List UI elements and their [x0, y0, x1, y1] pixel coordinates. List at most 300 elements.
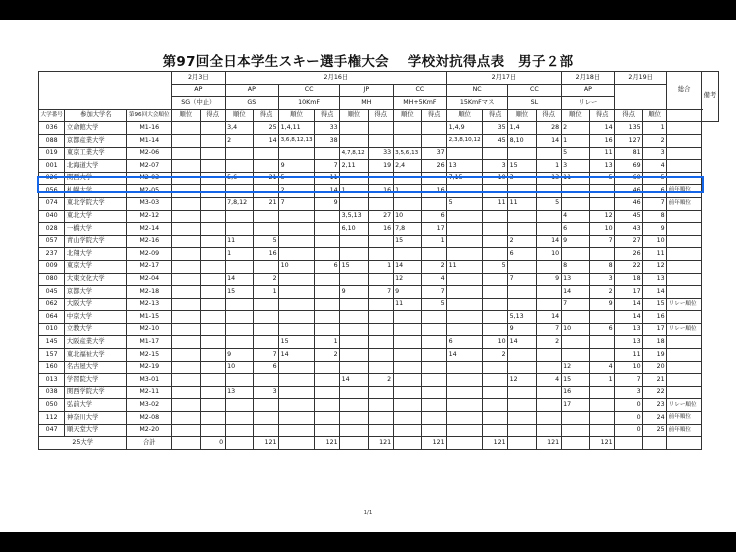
rank-cell: 15: [561, 374, 590, 387]
univ-no-header: 大学番号: [39, 109, 65, 122]
points-cell: [315, 235, 340, 248]
total-points: 127: [615, 134, 643, 147]
remarks: [667, 147, 702, 160]
points-cell: 3: [483, 160, 508, 173]
points-cell: [315, 361, 340, 374]
points-cell: [483, 386, 508, 399]
rank-cell: [447, 147, 483, 160]
discipline-header: GS: [225, 97, 279, 110]
rank-cell: [172, 349, 201, 362]
remarks: [667, 311, 702, 324]
points-cell: 6: [422, 210, 447, 223]
rank-cell: 14: [508, 336, 537, 349]
rank-cell: 2,11: [340, 160, 369, 173]
rank-cell: [561, 336, 590, 349]
points-header: 得点: [368, 109, 393, 122]
rank-cell: [561, 197, 590, 210]
points-cell: [368, 197, 393, 210]
points-cell: [536, 223, 561, 236]
points-cell: 6: [254, 361, 279, 374]
points-cell: [368, 336, 393, 349]
points-cell: 10: [536, 248, 561, 261]
rank-cell: 12: [508, 374, 537, 387]
total-rank: 25: [643, 424, 667, 437]
summary-blank: [447, 437, 483, 450]
rank-cell: [172, 412, 201, 425]
points-cell: [483, 185, 508, 198]
remarks: [667, 223, 702, 236]
points-cell: [368, 122, 393, 135]
rank-cell: [225, 399, 254, 412]
rank-cell: [340, 336, 369, 349]
rank-cell: 6: [447, 336, 483, 349]
event-header: CC: [279, 84, 340, 97]
points-cell: [200, 172, 225, 185]
points-cell: 5: [536, 197, 561, 210]
points-cell: 9: [590, 298, 615, 311]
rank-cell: 15: [340, 260, 369, 273]
points-cell: [254, 298, 279, 311]
points-cell: [200, 185, 225, 198]
remarks: [667, 248, 702, 261]
points-cell: [200, 210, 225, 223]
summary-row: [39, 437, 719, 450]
points-cell: 2: [315, 349, 340, 362]
rank-cell: 7: [508, 273, 537, 286]
rank-cell: 1,4,9: [447, 122, 483, 135]
rank-cell: [225, 160, 254, 173]
rank-cell: 16: [561, 386, 590, 399]
remarks: [667, 235, 702, 248]
univ-name: 大阪大学: [65, 298, 127, 311]
points-header: 得点: [422, 109, 447, 122]
rank-cell: 7,8: [393, 223, 422, 236]
date-header: 2月17日: [447, 72, 562, 85]
points-cell: [422, 197, 447, 210]
summary-blank: [643, 437, 667, 450]
rank-cell: 10: [561, 323, 590, 336]
rank-cell: 9: [561, 235, 590, 248]
rank-cell: [561, 248, 590, 261]
points-cell: [254, 260, 279, 273]
total-points: 43: [615, 223, 643, 236]
summary-sum: 121: [536, 437, 561, 450]
header-blank: [39, 72, 172, 110]
rank-cell: [447, 235, 483, 248]
rank-cell: 10: [225, 361, 254, 374]
rank-cell: 6,10: [340, 223, 369, 236]
points-cell: [368, 248, 393, 261]
points-cell: 7: [422, 286, 447, 299]
points-cell: [422, 386, 447, 399]
rank-cell: 7,15: [447, 172, 483, 185]
univ-no: 013: [39, 374, 65, 387]
points-cell: [200, 286, 225, 299]
points-cell: 25: [254, 122, 279, 135]
univ-name: 東北学院大学: [65, 197, 127, 210]
points-cell: [590, 336, 615, 349]
total-rank: 7: [643, 197, 667, 210]
points-cell: [200, 122, 225, 135]
prev-rank: M3-03: [127, 197, 172, 210]
total-rank: 10: [643, 235, 667, 248]
summary-blank: [225, 437, 254, 450]
rank-cell: 5: [279, 172, 315, 185]
points-cell: [483, 311, 508, 324]
rank-header: 順位: [508, 109, 537, 122]
total-rank: 12: [643, 260, 667, 273]
remarks: [667, 374, 702, 387]
points-cell: 35: [483, 122, 508, 135]
points-cell: [200, 311, 225, 324]
rank-cell: [393, 336, 422, 349]
points-cell: [315, 273, 340, 286]
points-cell: [590, 248, 615, 261]
rank-cell: 10: [279, 260, 315, 273]
points-cell: [422, 424, 447, 437]
points-cell: [200, 260, 225, 273]
rank-cell: [172, 361, 201, 374]
total-points: 46: [615, 185, 643, 198]
rank-cell: [393, 197, 422, 210]
points-cell: [200, 197, 225, 210]
rank-cell: [447, 386, 483, 399]
rank-cell: 2: [279, 185, 315, 198]
points-cell: [254, 336, 279, 349]
summary-blank: [561, 437, 590, 450]
univ-name-header: 参加大学名: [65, 109, 127, 122]
points-cell: [536, 386, 561, 399]
prev-rank: M2-17: [127, 260, 172, 273]
discipline-header: 15KmFマス: [447, 97, 508, 110]
univ-name: 立命館大学: [65, 122, 127, 135]
remarks: [667, 122, 702, 135]
points-cell: 14: [536, 311, 561, 324]
rank-cell: [172, 248, 201, 261]
points-cell: 4: [422, 273, 447, 286]
table-row: [39, 210, 719, 223]
points-cell: [315, 286, 340, 299]
points-cell: [590, 349, 615, 362]
summary-sum: 121: [315, 437, 340, 450]
points-cell: [315, 374, 340, 387]
remarks: [667, 349, 702, 362]
summary-sum: 121: [590, 437, 615, 450]
points-cell: 3: [590, 273, 615, 286]
page-title: 第97回全日本学生スキー選手権大会 学校対抗得点表 男子２部: [162, 54, 574, 70]
total-points: 69: [615, 160, 643, 173]
points-cell: 2: [422, 260, 447, 273]
points-cell: [368, 412, 393, 425]
total-points: 13: [615, 336, 643, 349]
points-cell: 37: [422, 147, 447, 160]
points-cell: 3: [254, 386, 279, 399]
remarks: リレー順位: [667, 298, 702, 311]
points-cell: [315, 298, 340, 311]
univ-no: 028: [39, 223, 65, 236]
points-cell: [483, 399, 508, 412]
points-cell: [200, 147, 225, 160]
rank-cell: [447, 210, 483, 223]
total-points: 22: [615, 260, 643, 273]
rank-cell: [225, 210, 254, 223]
rank-cell: [447, 298, 483, 311]
univ-no: 088: [39, 134, 65, 147]
event-header: AP: [225, 84, 279, 97]
total-rank: 17: [643, 323, 667, 336]
points-cell: 2: [483, 349, 508, 362]
points-cell: [422, 323, 447, 336]
rank-cell: [508, 412, 537, 425]
rank-cell: [225, 323, 254, 336]
rank-cell: 1: [225, 248, 254, 261]
summary-sum: 121: [254, 437, 279, 450]
total-rank: 18: [643, 336, 667, 349]
total-rank: 22: [643, 386, 667, 399]
total-points: 0: [615, 399, 643, 412]
rank-cell: [393, 134, 422, 147]
summary-count: 25大学: [39, 437, 127, 450]
rank-cell: 1: [340, 185, 369, 198]
univ-name: 札幌大学: [65, 185, 127, 198]
table-row: [39, 185, 719, 198]
rank-cell: [340, 273, 369, 286]
points-cell: [536, 424, 561, 437]
points-cell: [254, 424, 279, 437]
prev-rank: M1-15: [127, 311, 172, 324]
points-cell: [368, 172, 393, 185]
points-cell: 7: [536, 323, 561, 336]
summary-sum: 121: [422, 437, 447, 450]
rank-cell: 3,5,6,13: [393, 147, 422, 160]
points-header: 得点: [254, 109, 279, 122]
rank-cell: [340, 311, 369, 324]
rank-cell: [279, 323, 315, 336]
prev-rank: M2-13: [127, 298, 172, 311]
points-cell: [200, 399, 225, 412]
total-rank: 14: [643, 286, 667, 299]
points-header: 得点: [536, 109, 561, 122]
univ-name: 中京大学: [65, 311, 127, 324]
points-cell: 12: [590, 210, 615, 223]
univ-no: 056: [39, 185, 65, 198]
univ-no: 038: [39, 386, 65, 399]
rank-cell: [225, 311, 254, 324]
points-cell: [200, 412, 225, 425]
univ-name: 東京工業大学: [65, 147, 127, 160]
rank-cell: [172, 210, 201, 223]
rank-cell: [508, 399, 537, 412]
points-cell: 26: [422, 160, 447, 173]
rank-cell: 3,5,13: [340, 210, 369, 223]
table-row: [39, 361, 719, 374]
points-cell: [200, 235, 225, 248]
remarks: [667, 134, 702, 147]
total-points: 14: [615, 311, 643, 324]
prev-rank: M1-16: [127, 122, 172, 135]
points-cell: [200, 374, 225, 387]
points-cell: 4: [590, 361, 615, 374]
points-cell: [422, 361, 447, 374]
rank-cell: [561, 349, 590, 362]
rank-cell: [172, 273, 201, 286]
rank-header: 順位: [225, 109, 254, 122]
rank-cell: 5,6: [225, 172, 254, 185]
total-rank: 9: [643, 223, 667, 236]
points-cell: [368, 386, 393, 399]
table-row: [39, 286, 719, 299]
univ-name: 神奈川大学: [65, 412, 127, 425]
points-cell: 5: [254, 235, 279, 248]
table-row: [39, 298, 719, 311]
points-cell: [483, 210, 508, 223]
prev-rank: M2-11: [127, 386, 172, 399]
rank-cell: 12: [393, 273, 422, 286]
rank-cell: [172, 298, 201, 311]
rank-cell: 17: [561, 399, 590, 412]
rank-cell: [393, 399, 422, 412]
total-rank: 8: [643, 210, 667, 223]
summary-blank: [279, 437, 315, 450]
points-cell: [200, 160, 225, 173]
summary-blank: [172, 437, 201, 450]
rank-cell: 8,10: [508, 134, 537, 147]
total-rank: 13: [643, 273, 667, 286]
total-points: 13: [615, 323, 643, 336]
points-cell: 7: [368, 286, 393, 299]
total-rank: 16: [643, 311, 667, 324]
rank-cell: [172, 374, 201, 387]
points-cell: 2: [254, 273, 279, 286]
points-cell: [315, 311, 340, 324]
univ-no: 080: [39, 273, 65, 286]
univ-name: 北海道大学: [65, 160, 127, 173]
rank-cell: [172, 336, 201, 349]
points-cell: [200, 349, 225, 362]
univ-name: 東京大学: [65, 260, 127, 273]
table-row: [39, 160, 719, 173]
rank-cell: [225, 298, 254, 311]
total-rank: 5: [643, 172, 667, 185]
points-cell: 1: [536, 160, 561, 173]
date-header: 2月19日: [615, 72, 667, 85]
rank-cell: 14: [279, 349, 315, 362]
rank-header: 順位: [393, 109, 422, 122]
univ-name: 順天堂大学: [65, 424, 127, 437]
rank-cell: 8: [561, 260, 590, 273]
prev-rank: M2-09: [127, 248, 172, 261]
rank-cell: [172, 160, 201, 173]
points-cell: [368, 273, 393, 286]
points-cell: 21: [254, 197, 279, 210]
total-rank: 20: [643, 361, 667, 374]
rank-cell: [508, 298, 537, 311]
points-cell: [200, 298, 225, 311]
rank-cell: [393, 424, 422, 437]
univ-no: 112: [39, 412, 65, 425]
points-cell: 16: [590, 134, 615, 147]
points-cell: [422, 336, 447, 349]
points-cell: [315, 412, 340, 425]
rank-cell: [508, 349, 537, 362]
rank-cell: [340, 197, 369, 210]
univ-name: 東北福祉大学: [65, 349, 127, 362]
rank-cell: [447, 399, 483, 412]
total-points: 18: [615, 273, 643, 286]
rank-cell: [225, 185, 254, 198]
points-cell: 1: [254, 286, 279, 299]
points-header: 得点: [200, 109, 225, 122]
points-cell: 16: [254, 248, 279, 261]
points-cell: [254, 223, 279, 236]
rank-cell: [340, 122, 369, 135]
total-points: 14: [615, 298, 643, 311]
remarks: [667, 286, 702, 299]
rank-cell: 15: [393, 235, 422, 248]
points-cell: 11: [483, 197, 508, 210]
page-number: 1/1: [363, 510, 373, 516]
rank-cell: [172, 286, 201, 299]
rank-cell: 5: [447, 197, 483, 210]
summary-sum: 121: [483, 437, 508, 450]
points-cell: 14: [536, 235, 561, 248]
points-cell: [483, 235, 508, 248]
rank-cell: [172, 311, 201, 324]
points-cell: [422, 122, 447, 135]
prev-rank: M2-12: [127, 210, 172, 223]
rank-cell: [279, 412, 315, 425]
remarks: 前年順位: [667, 185, 702, 198]
rank-cell: [172, 223, 201, 236]
points-cell: 38: [315, 134, 340, 147]
univ-name: 青山学院大学: [65, 235, 127, 248]
remarks: [667, 273, 702, 286]
rank-cell: 14: [225, 273, 254, 286]
points-cell: [368, 361, 393, 374]
rank-cell: [172, 235, 201, 248]
total-points: 17: [615, 286, 643, 299]
points-cell: [200, 361, 225, 374]
rank-cell: [340, 399, 369, 412]
points-cell: [254, 210, 279, 223]
total-points: 0: [615, 412, 643, 425]
points-cell: 1: [368, 260, 393, 273]
rank-header: 順位: [447, 109, 483, 122]
points-cell: [590, 185, 615, 198]
points-cell: [422, 349, 447, 362]
total-points: 11: [615, 349, 643, 362]
table-row: [39, 197, 719, 210]
rank-cell: [393, 349, 422, 362]
rank-cell: [508, 361, 537, 374]
points-cell: 1: [315, 336, 340, 349]
rank-cell: 11: [561, 172, 590, 185]
rank-cell: [172, 197, 201, 210]
points-cell: [536, 298, 561, 311]
points-cell: 28: [536, 122, 561, 135]
univ-no: 064: [39, 311, 65, 324]
rank-cell: [172, 122, 201, 135]
rank-cell: [279, 386, 315, 399]
rank-cell: [225, 412, 254, 425]
summary-blank: [508, 437, 537, 450]
rank-cell: [225, 223, 254, 236]
rank-cell: [393, 374, 422, 387]
univ-no: 026: [39, 172, 65, 185]
prev-rank: M2-16: [127, 235, 172, 248]
points-cell: [368, 298, 393, 311]
rank-cell: [340, 386, 369, 399]
